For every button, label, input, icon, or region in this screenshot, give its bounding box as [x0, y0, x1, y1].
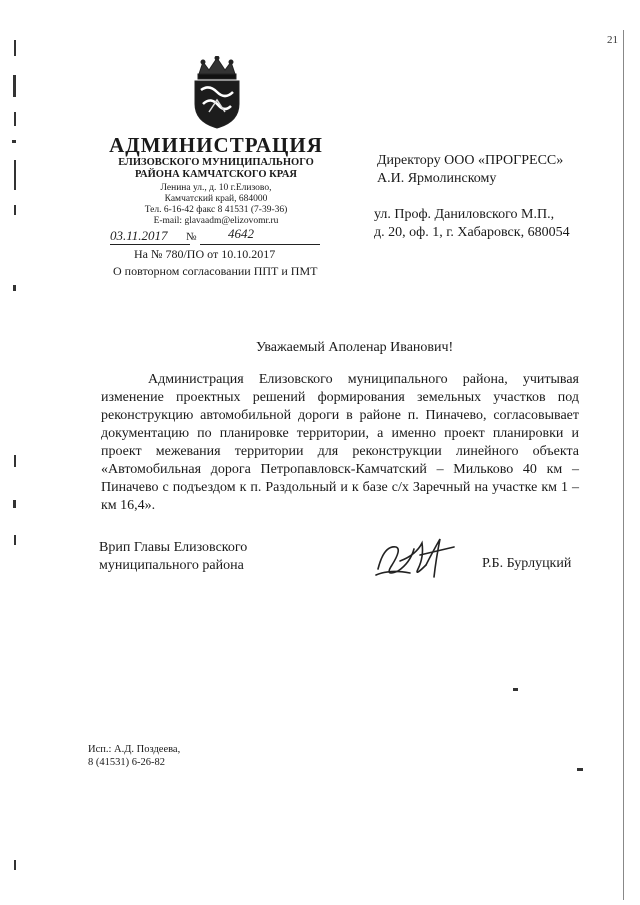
- scan-mark: [14, 40, 16, 56]
- coat-of-arms-icon: [187, 56, 247, 130]
- recipient-line: А.И. Ярмолинскому: [377, 171, 497, 186]
- page-number: 21: [607, 34, 618, 46]
- executor-info: Исп.: А.Д. Поздеева, 8 (41531) 6-26-82: [88, 744, 181, 768]
- scan-edge-line: [623, 30, 624, 900]
- subject-line: О повторном согласовании ППТ и ПМТ: [113, 264, 318, 278]
- reference-line: На № 780/ПО от 10.10.2017: [134, 247, 276, 261]
- scan-mark: [12, 140, 16, 143]
- registration-number: 4642: [228, 226, 254, 241]
- scan-mark: [14, 160, 16, 190]
- scan-mark: [13, 500, 16, 508]
- signatory-title: Врип Главы Елизовского муниципального района: [99, 540, 248, 573]
- scan-mark: [13, 75, 16, 97]
- handwritten-signature: [370, 525, 460, 585]
- registration-number-underline: [200, 244, 320, 245]
- registration-number-sign: №: [186, 231, 197, 243]
- recipient-line: Директору ООО «ПРОГРЕСС»: [377, 153, 564, 168]
- admin-address: Ленина ул., д. 10 г.Елизово, Камчатский край, 684000 Тел. 6-16-42 факс 8 41531 (7-39-36) E-mail: glavaadm@elizovomr.ru: [144, 183, 288, 226]
- scan-mark: [14, 535, 16, 545]
- greeting: Уважаемый Аполенар Иванович!: [256, 340, 454, 355]
- admin-subtitle: ЕЛИЗОВСКОГО МУНИЦИПАЛЬНОГО РАЙОНА КАМЧАТСКОГО КРАЯ: [118, 157, 314, 180]
- scan-mark: [513, 688, 518, 691]
- scan-mark: [14, 205, 16, 215]
- body-paragraph: Администрация Елизовского муниципального района, учитывая изменение проектных решений формирования земельных участков под реконструкцию автомобильной дороги в районе п. Пиначево, согласовывает документацию по планировке территории, а именно проект планировки и проект межевания территории для реконструкции линейного объекта «Автомобильная дорога Петропавловск-Камчатский – Мильково 40 км – Пиначево с подъездом к п. Раздольный и к базе с/х Заречный на участке км 1 – км 16,4».: [101, 372, 579, 513]
- scan-mark: [13, 285, 16, 291]
- scan-mark: [14, 112, 16, 126]
- signatory-name: Р.Б. Бурлуцкий: [482, 556, 572, 571]
- recipient-address: ул. Проф. Даниловского М.П., д. 20, оф. 1, г. Хабаровск, 680054: [374, 207, 570, 240]
- admin-title: АДМИНИСТРАЦИЯ: [109, 133, 323, 157]
- scan-mark: [14, 455, 16, 467]
- registration-date-underline: [110, 244, 190, 245]
- scan-mark: [14, 860, 16, 870]
- scan-mark: [577, 768, 583, 771]
- registration-date: 03.11.2017: [110, 228, 168, 243]
- recipient-block: [377, 152, 563, 188]
